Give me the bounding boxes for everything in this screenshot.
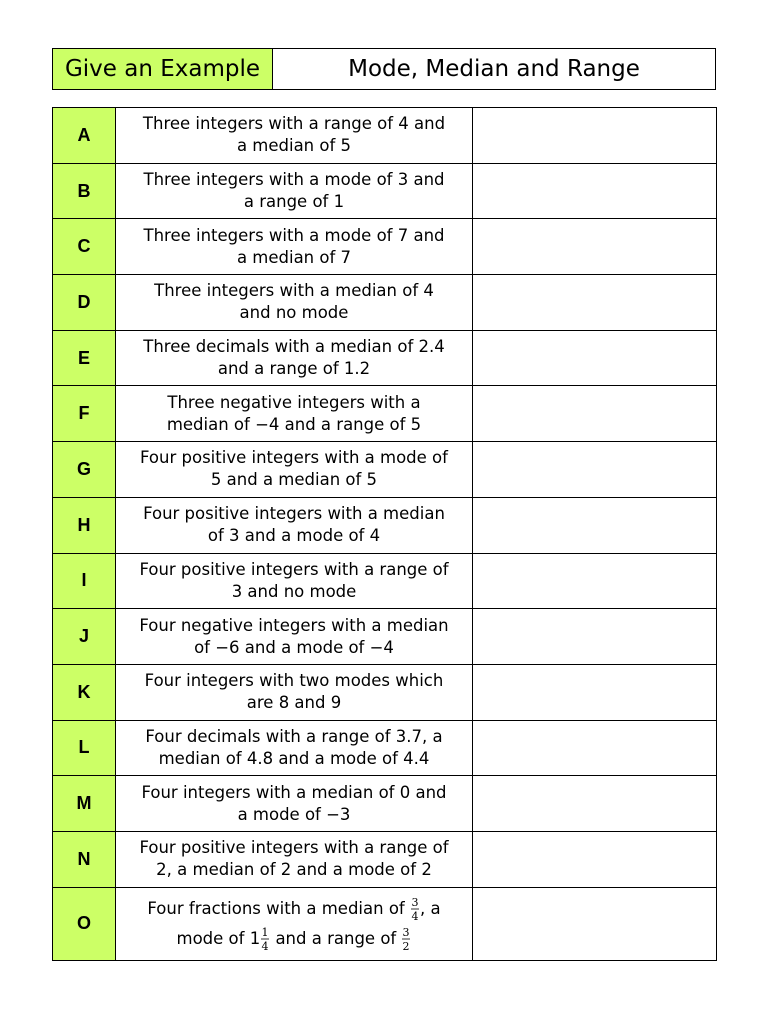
question-text-line2 bbox=[120, 924, 468, 954]
question-text-line1: Three integers with a mode of 3 and bbox=[143, 170, 445, 190]
answer-cell[interactable] bbox=[473, 163, 717, 219]
question-row bbox=[53, 330, 717, 386]
mode-fraction-denominator: 4 bbox=[261, 940, 269, 954]
question-text-line1: Four positive integers with a range of bbox=[139, 838, 449, 858]
question-letter: D bbox=[53, 275, 116, 331]
answer-cell[interactable] bbox=[473, 442, 717, 498]
question-text-line1: Four positive integers with a range of bbox=[139, 559, 449, 579]
question-text bbox=[116, 163, 473, 219]
question-text bbox=[116, 776, 473, 832]
question-text-line2: 3 and no mode bbox=[231, 581, 357, 601]
answer-cell[interactable] bbox=[473, 664, 717, 720]
question-text bbox=[116, 108, 473, 164]
question-row bbox=[53, 831, 717, 887]
question-text-line2: a range of 1 bbox=[243, 192, 345, 212]
question-text-line2: are 8 and 9 bbox=[246, 693, 342, 713]
question-text-line2: 2, a median of 2 and a mode of 2 bbox=[156, 860, 432, 880]
question-text-line1: Three integers with a mode of 7 and bbox=[143, 225, 445, 245]
question-letter: F bbox=[53, 386, 116, 442]
question-row bbox=[53, 219, 717, 275]
question-text bbox=[116, 553, 473, 609]
question-row bbox=[53, 664, 717, 720]
range-fraction bbox=[401, 925, 411, 953]
question-text-line2: median of −4 and a range of 5 bbox=[166, 414, 422, 434]
question-letter: M bbox=[53, 776, 116, 832]
question-text-line2: and a range of 1.2 bbox=[217, 359, 371, 379]
question-row bbox=[53, 163, 717, 219]
question-text-line1: Four negative integers with a median bbox=[139, 615, 449, 635]
question-letter: H bbox=[53, 497, 116, 553]
question-letter: K bbox=[53, 664, 116, 720]
answer-cell[interactable] bbox=[473, 275, 717, 331]
question-row bbox=[53, 442, 717, 498]
question-letter: G bbox=[53, 442, 116, 498]
question-letter: J bbox=[53, 609, 116, 665]
question-text-line2: a mode of −3 bbox=[237, 804, 351, 824]
question-text bbox=[116, 275, 473, 331]
question-row bbox=[53, 108, 717, 164]
question-row bbox=[53, 887, 717, 960]
question-text-line1: Four positive integers with a mode of bbox=[140, 448, 448, 468]
answer-cell[interactable] bbox=[473, 609, 717, 665]
question-text-line1: Four positive integers with a median bbox=[143, 504, 445, 524]
question-row bbox=[53, 386, 717, 442]
question-row bbox=[53, 609, 717, 665]
question-text-line2: of 3 and a mode of 4 bbox=[207, 526, 381, 546]
question-text-part: , a bbox=[419, 898, 441, 918]
question-row bbox=[53, 275, 717, 331]
question-text bbox=[116, 609, 473, 665]
question-text-line2: a median of 5 bbox=[236, 136, 352, 156]
question-letter: I bbox=[53, 553, 116, 609]
question-letter: O bbox=[53, 887, 116, 960]
mixed-number-whole: 1 bbox=[249, 928, 261, 948]
question-text bbox=[116, 442, 473, 498]
question-letter: B bbox=[53, 163, 116, 219]
answer-cell[interactable] bbox=[473, 831, 717, 887]
question-letter: A bbox=[53, 108, 116, 164]
question-text-line2: and no mode bbox=[239, 303, 349, 323]
question-text bbox=[116, 720, 473, 776]
header-label: Give an Example bbox=[53, 49, 273, 89]
mode-fraction bbox=[260, 925, 270, 953]
question-text bbox=[116, 831, 473, 887]
question-text-line1: Four decimals with a range of 3.7, a bbox=[145, 726, 443, 746]
question-text-line1: Four integers with a median of 0 and bbox=[141, 782, 447, 802]
question-text-line1: Four integers with two modes which bbox=[144, 671, 444, 691]
mode-fraction-numerator: 1 bbox=[261, 926, 269, 940]
question-letter: N bbox=[53, 831, 116, 887]
question-text-part: mode of bbox=[176, 928, 250, 948]
median-fraction bbox=[410, 895, 420, 923]
question-row bbox=[53, 553, 717, 609]
worksheet-header bbox=[52, 48, 716, 90]
answer-cell[interactable] bbox=[473, 108, 717, 164]
question-row bbox=[53, 720, 717, 776]
question-letter: L bbox=[53, 720, 116, 776]
question-text bbox=[116, 887, 473, 960]
question-letter: C bbox=[53, 219, 116, 275]
answer-cell[interactable] bbox=[473, 219, 717, 275]
range-fraction-denominator: 2 bbox=[402, 940, 410, 954]
question-text-line2: median of 4.8 and a mode of 4.4 bbox=[158, 748, 430, 768]
question-text bbox=[116, 219, 473, 275]
question-text bbox=[116, 330, 473, 386]
question-text-line2: a median of 7 bbox=[236, 247, 352, 267]
answer-cell[interactable] bbox=[473, 776, 717, 832]
question-text-line2: 5 and a median of 5 bbox=[210, 470, 378, 490]
question-text-line2: of −6 and a mode of −4 bbox=[194, 637, 394, 657]
question-text-line1: Three decimals with a median of 2.4 bbox=[143, 337, 445, 357]
median-fraction-denominator: 4 bbox=[411, 910, 419, 924]
question-text-line1 bbox=[120, 894, 468, 924]
answer-cell[interactable] bbox=[473, 330, 717, 386]
median-fraction-numerator: 3 bbox=[411, 896, 419, 910]
range-fraction-numerator: 3 bbox=[402, 926, 410, 940]
question-text-line1: Three integers with a range of 4 and bbox=[142, 114, 446, 134]
questions-table bbox=[52, 107, 717, 961]
answer-cell[interactable] bbox=[473, 553, 717, 609]
question-text-part: and a range of bbox=[270, 928, 402, 948]
question-text-part: Four fractions with a median of bbox=[147, 898, 410, 918]
worksheet-title: Mode, Median and Range bbox=[348, 56, 640, 82]
question-text bbox=[116, 386, 473, 442]
question-row bbox=[53, 497, 717, 553]
question-text-line1: Three negative integers with a bbox=[167, 392, 421, 412]
question-letter: E bbox=[53, 330, 116, 386]
answer-cell[interactable] bbox=[473, 497, 717, 553]
question-text bbox=[116, 664, 473, 720]
answer-cell[interactable] bbox=[473, 386, 717, 442]
question-row bbox=[53, 776, 717, 832]
question-text-line1: Three integers with a median of 4 bbox=[154, 281, 434, 301]
answer-cell[interactable] bbox=[473, 720, 717, 776]
answer-cell[interactable] bbox=[473, 887, 717, 960]
question-text bbox=[116, 497, 473, 553]
